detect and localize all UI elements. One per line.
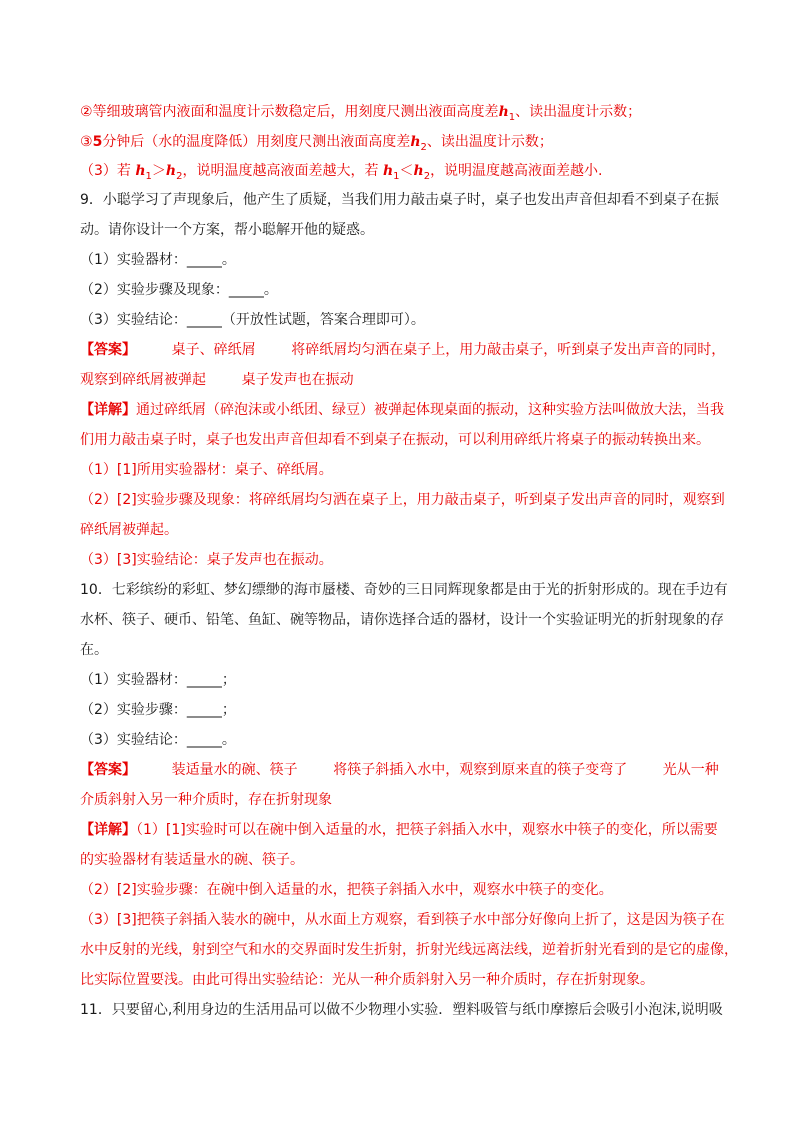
q10-stem-line2: 水杯、筷子、硬币、铅笔、鱼缸、碗等物品，请你选择合适的器材，设计一个实验证明光的折射现象的存 bbox=[80, 612, 724, 628]
prev-conclusion: （3）若 $h_1>h_2$，说明温度越高液面差越大，若 $h_1<h_2$，说明温度越高液面差越小. bbox=[80, 163, 603, 182]
q9-part2: （2）实验步骤及现象：_____。 bbox=[80, 282, 278, 298]
q10-detail-line1: 【详解】（1）[1]实验时可以在碗中倒入适量的水，把筷子斜插入水中，观察水中筷子的变化，所以需要 bbox=[80, 822, 718, 838]
q9-answer-line2: 观察到碎纸屑被弹起 桌子发声也在振动 bbox=[80, 372, 354, 388]
q9-stem-line1: 9．小聪学习了声现象后，他产生了质疑，当我们用力敲击桌子时，桌子也发出声音但却看不到桌子在振 bbox=[80, 192, 719, 208]
q9-detail-1: （1）[1]所用实验器材：桌子、碎纸屑。 bbox=[80, 462, 333, 478]
prev-step-3: ③5分钟后（水的温度降低）用刻度尺测出液面高度差$h_2$、读出温度计示数； bbox=[80, 134, 553, 153]
q9-part1: （1）实验器材：_____。 bbox=[80, 252, 236, 268]
q11-stem-line1: 11．只要留心,利用身边的生活用品可以做不少物理小实验．塑料吸管与纸巾摩擦后会吸引小泡沫,说明吸 bbox=[80, 1002, 723, 1018]
q9-answer-line1: 【答案】 桌子、碎纸屑 将碎纸屑均匀洒在桌子上，用力敲击桌子，听到桌子发出声音的同时， bbox=[80, 342, 726, 358]
q10-detail-3c: 比实际位置要浅。由此可得出实验结论：光从一种介质斜射入另一种介质时，存在折射现象。 bbox=[80, 972, 654, 988]
detail-tag: 【详解】 bbox=[80, 822, 136, 838]
q9-detail-line1: 【详解】通过碎纸屑（碎泡沫或小纸团、绿豆）被弹起体现桌面的振动，这种实验方法叫做放大法，当我 bbox=[80, 402, 724, 418]
q10-stem-line3: 在。 bbox=[80, 642, 108, 658]
q10-detail-3b: 水中反射的光线，射到空气和水的交界面时发生折射，折射光线远离法线，逆着折射光看到的是它的虚像， bbox=[80, 942, 738, 958]
q10-answer-line1: 【答案】 装适量水的碗、筷子 将筷子斜插入水中，观察到原来直的筷子变弯了 光从一种 bbox=[80, 762, 719, 778]
q9-detail-3: （3）[3]实验结论：桌子发声也在振动。 bbox=[80, 552, 333, 568]
q9-part3: （3）实验结论：_____（开放性试题，答案合理即可）。 bbox=[80, 312, 425, 328]
answer-tag: 【答案】 bbox=[80, 762, 136, 778]
q9-stem-line2: 动。请你设计一个方案，帮小聪解开他的疑惑。 bbox=[80, 222, 374, 238]
q10-part3: （3）实验结论：_____。 bbox=[80, 732, 236, 748]
detail-tag: 【详解】 bbox=[80, 402, 136, 418]
q10-detail-2: （2）[2]实验步骤：在碗中倒入适量的水，把筷子斜插入水中，观察水中筷子的变化。 bbox=[80, 882, 613, 898]
q9-detail-2b: 碎纸屑被弹起。 bbox=[80, 522, 178, 538]
q9-detail-2a: （2）[2]实验步骤及现象：将碎纸屑均匀洒在桌子上，用力敲击桌子，听到桌子发出声音的同时，观察到 bbox=[80, 492, 725, 508]
q10-part2: （2）实验步骤：_____； bbox=[80, 702, 236, 718]
q9-detail-line2: 们用力敲击桌子时，桌子也发出声音但却看不到桌子在振动，可以利用碎纸片将桌子的振动转换出来。 bbox=[80, 432, 710, 448]
q10-detail-3a: （3）[3]把筷子斜插入装水的碗中，从水面上方观察，看到筷子水中部分好像向上折了，这是因为筷子在 bbox=[80, 912, 725, 928]
q10-part1: （1）实验器材：_____； bbox=[80, 672, 236, 688]
q10-stem-line1: 10．七彩缤纷的彩虹、梦幻缥缈的海市蜃楼、奇妙的三日同辉现象都是由于光的折射形成的。现在手边有 bbox=[80, 582, 728, 598]
q10-detail-line2: 的实验器材有装适量水的碗、筷子。 bbox=[80, 852, 304, 868]
prev-step-2: ②等细玻璃管内液面和温度计示数稳定后，用刻度尺测出液面高度差$h_1$、读出温度计示数； bbox=[80, 104, 642, 123]
answer-tag: 【答案】 bbox=[80, 342, 136, 358]
q10-answer-line2: 介质斜射入另一种介质时，存在折射现象 bbox=[80, 792, 332, 808]
